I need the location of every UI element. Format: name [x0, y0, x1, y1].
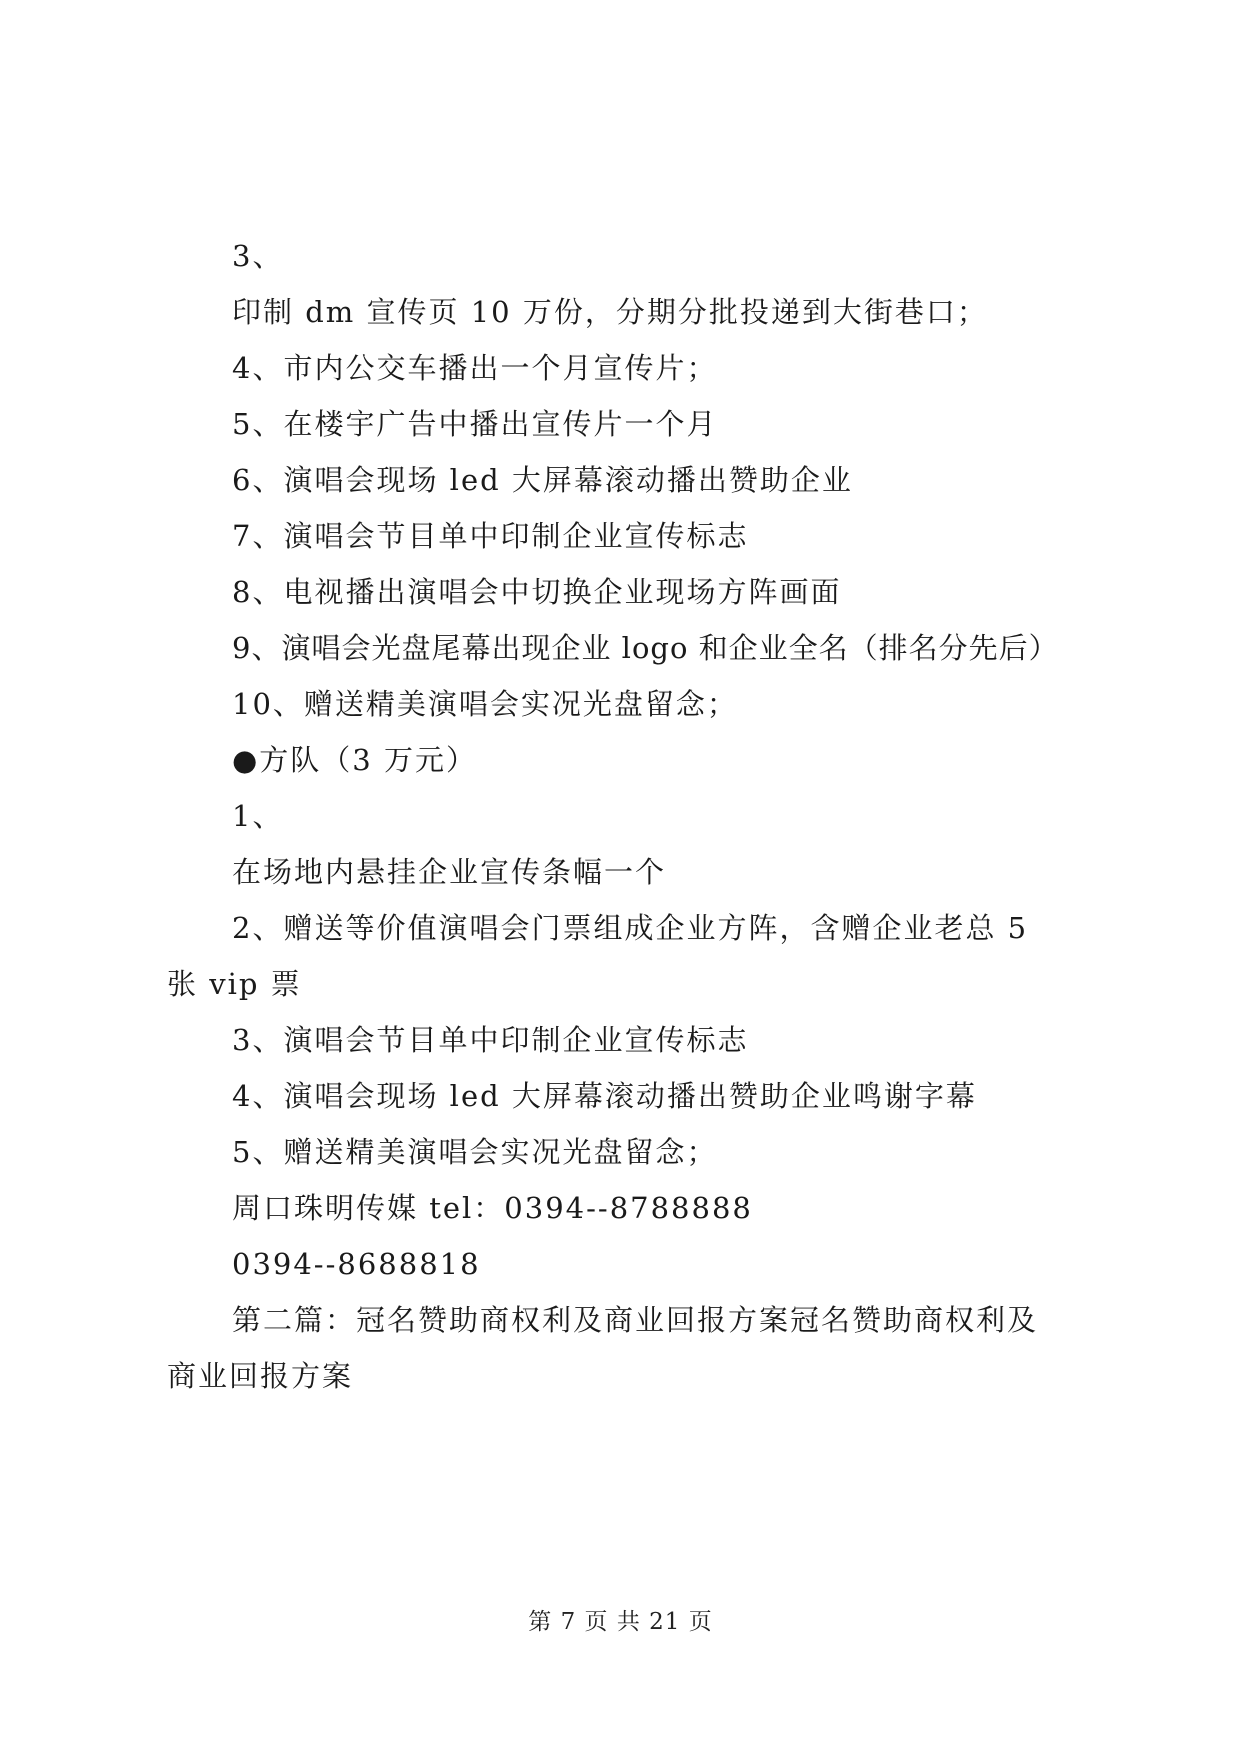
fangdui-item-1-text: 在场地内悬挂企业宣传条幅一个 [232, 855, 667, 889]
contact-tel-1: 周口珠明传媒 tel：0394--8788888 [232, 1191, 753, 1225]
fangdui-item-2-continued: 张 vip 票 [167, 967, 302, 1001]
item-10: 10、赠送精美演唱会实况光盘留念； [232, 687, 738, 721]
contact-tel-2: 0394--8688818 [232, 1247, 481, 1281]
item-3-text: 印制 dm 宣传页 10 万份，分期分批投递到大街巷口； [232, 295, 988, 329]
chapter-two-title-continued: 商业回报方案 [167, 1359, 354, 1393]
fangdui-item-1-number: 1、 [232, 799, 284, 833]
item-9: 9、演唱会光盘尾幕出现企业 logo 和企业全名（排名分先后） [232, 631, 1059, 665]
item-6: 6、演唱会现场 led 大屏幕滚动播出赞助企业 [232, 463, 853, 497]
section-heading-fangdui: ●方队（3 万元） [232, 743, 477, 777]
fangdui-item-2: 2、赠送等价值演唱会门票组成企业方阵，含赠企业老总 5 [232, 911, 1029, 945]
item-7: 7、演唱会节目单中印制企业宣传标志 [232, 519, 749, 553]
chapter-two-title: 第二篇：冠名赞助商权利及商业回报方案冠名赞助商权利及 [232, 1303, 1039, 1337]
item-5: 5、在楼宇广告中播出宣传片一个月 [232, 407, 718, 441]
fangdui-item-3: 3、演唱会节目单中印制企业宣传标志 [232, 1023, 749, 1057]
page-footer: 第 7 页 共 21 页 [528, 1609, 713, 1635]
item-8: 8、电视播出演唱会中切换企业现场方阵画面 [232, 575, 842, 609]
fangdui-item-5: 5、赠送精美演唱会实况光盘留念； [232, 1135, 718, 1169]
item-4: 4、市内公交车播出一个月宣传片； [232, 351, 718, 385]
fangdui-item-4: 4、演唱会现场 led 大屏幕滚动播出赞助企业鸣谢字幕 [232, 1079, 977, 1113]
item-3-number: 3、 [232, 239, 284, 273]
